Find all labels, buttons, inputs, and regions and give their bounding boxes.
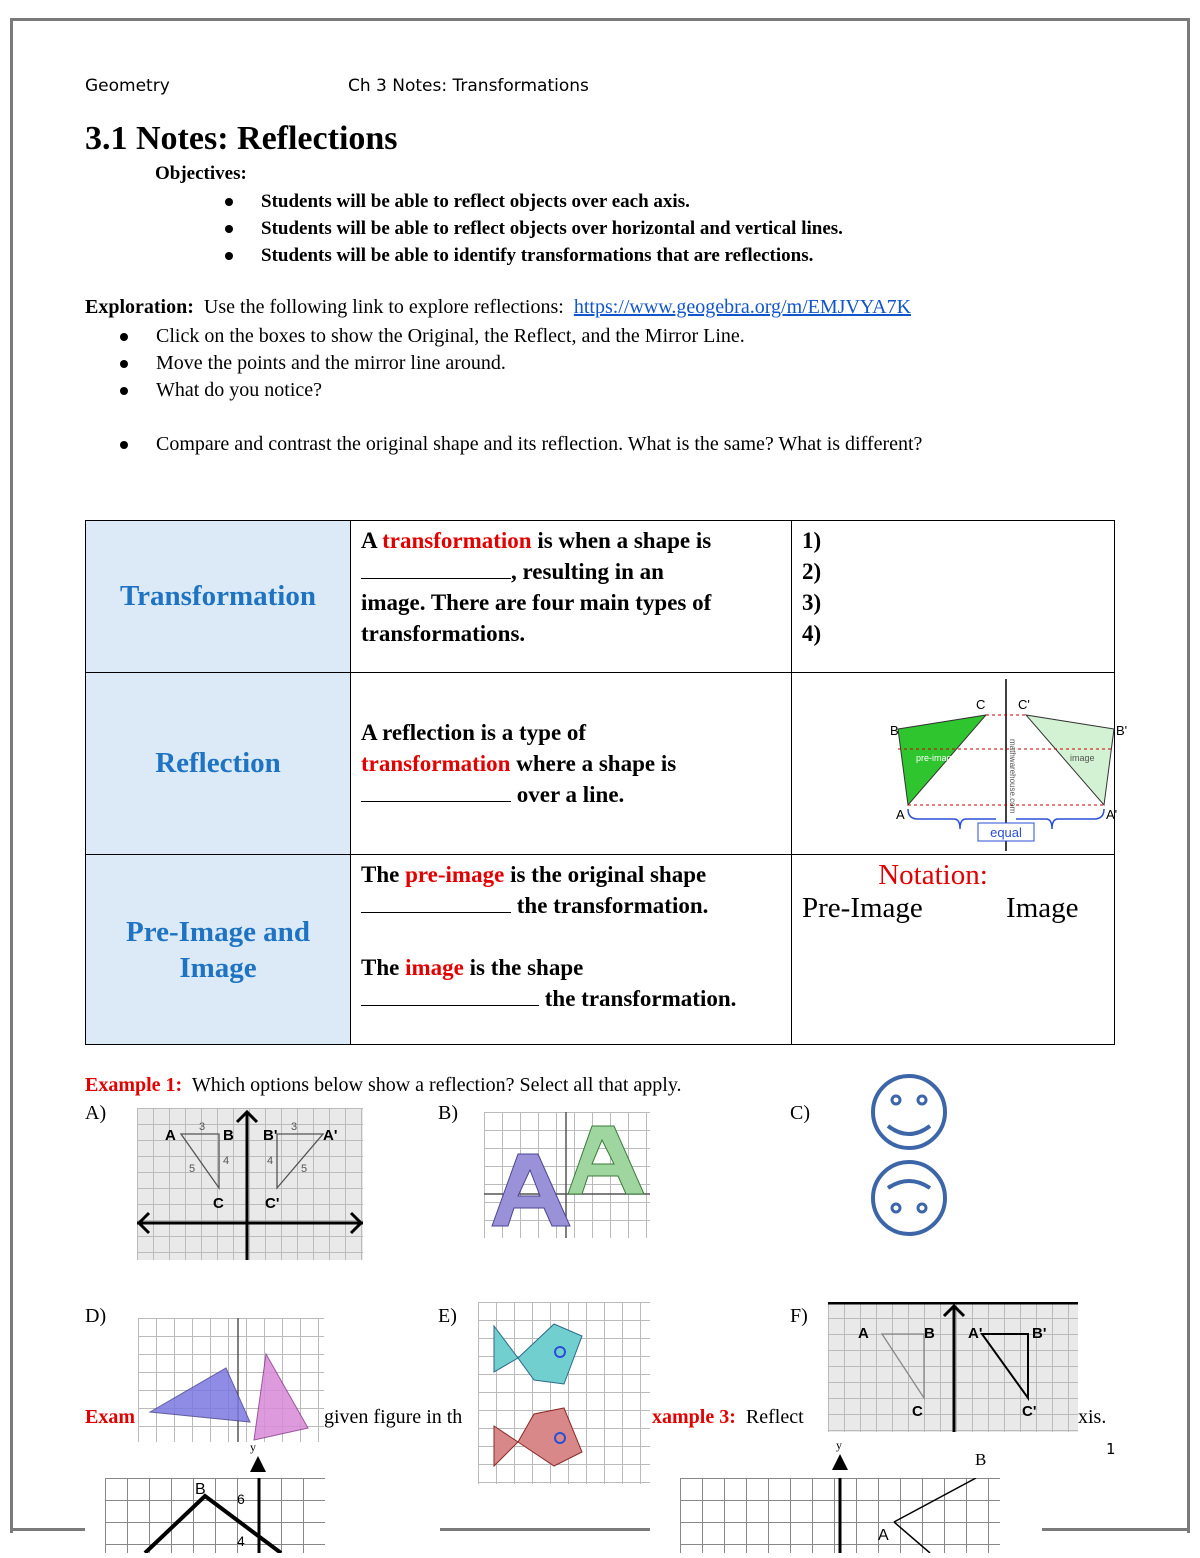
example3-graph	[680, 1478, 1000, 1553]
svg-text:B: B	[223, 1127, 234, 1144]
diagram-label: A'	[1106, 807, 1118, 822]
example3-tail: xis.	[1078, 1406, 1107, 1428]
example3-graph-drawing	[680, 1478, 1000, 1553]
footer-line	[10, 1528, 85, 1531]
example1-prompt	[85, 1074, 682, 1097]
example2-graph	[105, 1478, 325, 1553]
reflection-diagram	[884, 675, 1134, 851]
example2-text: given figure in th	[324, 1406, 463, 1428]
exploration-line	[85, 296, 911, 319]
y-axis-arrow-right	[830, 1454, 850, 1478]
reflection-diagram-cell	[792, 673, 1128, 855]
list-item: 2)	[802, 559, 822, 584]
diagram-label: pre-image	[916, 753, 957, 763]
definition-transformation: A transformation is when a shape is , resulting in an image. There are four main types of transformations.	[351, 521, 792, 673]
list-item: 3)	[802, 590, 822, 615]
svg-text:B: B	[924, 1325, 935, 1342]
svg-text:C': C'	[265, 1195, 280, 1212]
objective-item: Students will be able to identify transformations that are reflections.	[215, 242, 843, 269]
exploration-item: Move the points and the mirror line around.	[110, 350, 922, 377]
svg-text:B': B'	[1032, 1325, 1047, 1342]
point-b-label: B	[975, 1450, 987, 1469]
transformation-types-list	[792, 521, 1115, 673]
figure-f-drawing	[828, 1302, 1078, 1432]
term-preimage: Pre-Image and Image	[86, 855, 351, 1045]
diagram-label: equal	[990, 825, 1022, 840]
geogebra-link[interactable]: https://www.geogebra.org/m/EMJVYA7K	[573, 296, 912, 318]
exploration-label: Exploration:	[85, 296, 194, 318]
svg-text:3: 3	[199, 1121, 206, 1133]
figure-b-drawing	[484, 1112, 650, 1238]
option-e-label[interactable]: E)	[438, 1305, 457, 1327]
diagram-label: image	[1070, 753, 1095, 763]
footer-line	[440, 1528, 650, 1531]
exploration-item: Compare and contrast the original shape and its reflection. What is the same? What is different?	[110, 431, 922, 458]
svg-text:A: A	[858, 1325, 869, 1342]
svg-text:C: C	[912, 1403, 923, 1420]
option-b-label[interactable]: B)	[438, 1102, 458, 1124]
definition-preimage: The pre-image is the original shape the transformation. The image is the shape the transformation.	[351, 855, 792, 1045]
notation-preimage: Pre-Image	[802, 892, 923, 924]
figure-e	[478, 1302, 650, 1484]
notation-label: Notation:	[878, 859, 988, 891]
objective-item: Students will be able to reflect objects over horizontal and vertical lines.	[215, 215, 843, 242]
example1-label: Example 1:	[85, 1074, 183, 1096]
exploration-list	[110, 323, 922, 458]
option-a-label[interactable]: A)	[85, 1102, 107, 1124]
svg-text:A': A'	[968, 1325, 983, 1342]
example2-label: Exam	[85, 1406, 135, 1428]
svg-text:B: B	[195, 1481, 206, 1498]
diagram-label: C'	[1018, 697, 1030, 712]
list-item: 4)	[802, 621, 822, 646]
diagram-label: B	[890, 723, 899, 738]
table-row	[86, 521, 1115, 673]
svg-text:6: 6	[237, 1491, 245, 1507]
figure-a	[137, 1108, 363, 1260]
figure-e-drawing	[478, 1302, 650, 1484]
term-reflection: Reflection	[86, 673, 351, 855]
course-name: Geometry	[85, 76, 170, 96]
svg-text:A: A	[165, 1127, 176, 1144]
svg-text:4: 4	[223, 1155, 230, 1167]
page-title: 3.1 Notes: Reflections	[85, 120, 398, 157]
diagram-label: A	[896, 807, 905, 822]
figure-c	[866, 1072, 952, 1244]
svg-text:3: 3	[291, 1121, 298, 1133]
option-d-label[interactable]: D)	[85, 1305, 107, 1327]
fill-blank[interactable]	[361, 892, 511, 913]
svg-text:4: 4	[267, 1155, 274, 1167]
notation-row	[802, 892, 1104, 925]
objectives-list	[215, 188, 843, 269]
svg-text:A: A	[878, 1527, 889, 1544]
option-c-label[interactable]: C)	[790, 1102, 810, 1124]
example3-prompt: xample 3: Reflect	[652, 1406, 804, 1428]
fill-blank[interactable]	[361, 985, 539, 1006]
svg-text:5: 5	[301, 1163, 308, 1175]
option-f-label[interactable]: F)	[790, 1305, 808, 1327]
svg-text:C: C	[213, 1195, 224, 1212]
exploration-text: Use the following link to explore reflections:	[203, 296, 564, 318]
svg-text:A': A'	[323, 1127, 338, 1144]
objectives-label: Objectives:	[155, 163, 247, 184]
definition-reflection: A reflection is a type of transformation where a shape is over a line.	[351, 673, 792, 855]
svg-text:B': B'	[263, 1127, 278, 1144]
figure-f	[828, 1302, 1078, 1432]
y-axis-label: y	[250, 1440, 256, 1454]
fill-blank[interactable]	[361, 558, 511, 579]
exploration-item: What do you notice?	[110, 377, 922, 404]
objective-item: Students will be able to reflect objects over each axis.	[215, 188, 843, 215]
diagram-label: mathwarehouse.com	[1008, 739, 1017, 814]
page-number: 1	[1106, 1440, 1116, 1458]
y-axis-label: y	[836, 1438, 842, 1452]
svg-text:C': C'	[1022, 1403, 1037, 1420]
diagram-label: B'	[1116, 723, 1128, 738]
svg-text:4: 4	[237, 1533, 245, 1549]
notation-cell	[792, 855, 1115, 1045]
figure-a-drawing	[137, 1108, 363, 1260]
chapter-name: Ch 3 Notes: Transformations	[348, 76, 589, 96]
figure-d-drawing	[138, 1318, 324, 1442]
vocabulary-table	[85, 520, 1128, 1045]
diagram-label: C	[976, 697, 986, 712]
notation-image: Image	[1006, 892, 1079, 924]
table-row	[86, 855, 1115, 1045]
footer-line	[1042, 1528, 1190, 1531]
term-transformation: Transformation	[86, 521, 351, 673]
y-axis-arrow-left	[248, 1456, 268, 1480]
example2-graph-drawing	[105, 1478, 325, 1553]
figure-b	[484, 1112, 650, 1238]
figure-d	[138, 1318, 324, 1442]
example1-text: Which options below show a reflection? Select all that apply.	[191, 1074, 682, 1096]
list-item: 1)	[802, 528, 822, 553]
fill-blank[interactable]	[361, 781, 511, 802]
exploration-item: Click on the boxes to show the Original, the Reflect, and the Mirror Line.	[110, 323, 922, 350]
table-row	[86, 673, 1115, 855]
svg-text:5: 5	[189, 1163, 196, 1175]
